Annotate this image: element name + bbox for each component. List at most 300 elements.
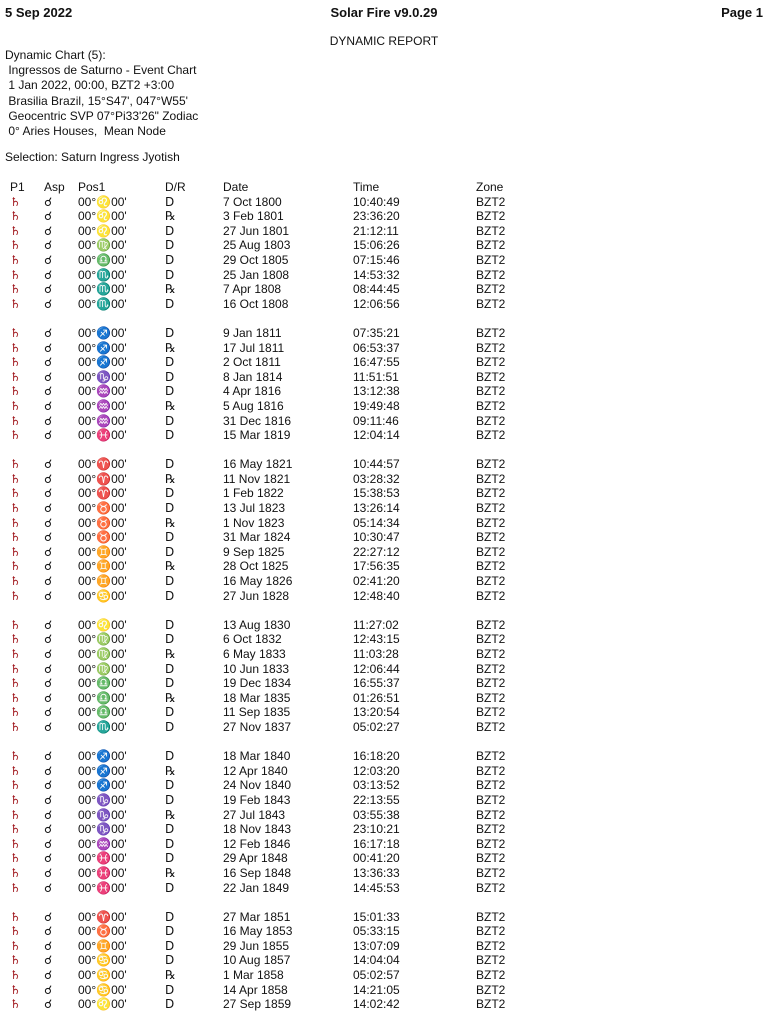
zone-cell: BZT2 [476, 647, 506, 661]
time-cell: 01:26:51 [353, 690, 400, 705]
saturn-icon: ♄ [10, 413, 21, 428]
zone-cell: BZT2 [476, 982, 506, 997]
saturn-icon: ♄ [10, 997, 21, 1012]
zone-cell: BZT2 [476, 559, 506, 574]
position-cell: 00°♐00' [78, 355, 127, 370]
zone-cell: BZT2 [476, 792, 506, 807]
conjunction-icon: ☌ [44, 325, 53, 340]
position-cell: 00°♌00' [78, 223, 127, 238]
date-cell: 16 May 1821 [223, 457, 293, 472]
direction-cell: D [165, 617, 175, 632]
conjunction-icon: ☌ [44, 632, 53, 647]
conjunction-icon: ☌ [44, 559, 53, 574]
direction-cell: D [165, 457, 175, 472]
conjunction-icon: ☌ [44, 223, 53, 238]
direction-cell: D [165, 413, 175, 428]
conjunction-icon: ☌ [44, 938, 53, 953]
conjunction-icon: ☌ [44, 340, 53, 355]
position-cell: 00°♉00' [78, 924, 127, 939]
conjunction-icon: ☌ [44, 997, 53, 1012]
conjunction-icon: ☌ [44, 880, 53, 895]
date-cell: 9 Sep 1825 [223, 544, 285, 559]
conjunction-icon: ☌ [44, 617, 53, 632]
position-cell: 00°♈00' [78, 457, 127, 472]
saturn-icon: ♄ [10, 836, 21, 851]
direction-cell: ℞ [165, 865, 176, 880]
conjunction-icon: ☌ [44, 428, 53, 443]
date-cell: 1 Nov 1823 [223, 515, 285, 530]
zone-cell: BZT2 [476, 486, 506, 501]
direction-cell: ℞ [165, 471, 176, 486]
position-cell: 00°♈00' [78, 909, 127, 924]
saturn-icon: ♄ [10, 501, 21, 516]
conjunction-icon: ☌ [44, 924, 53, 939]
time-cell: 15:06:26 [353, 238, 400, 253]
position-cell: 00°♓00' [78, 880, 127, 895]
zone-cell: BZT2 [476, 778, 506, 793]
position-cell: 00°♒00' [78, 398, 127, 413]
time-cell: 16:55:37 [353, 676, 400, 691]
position-cell: 00°♋00' [78, 588, 127, 603]
time-cell: 13:36:33 [353, 865, 400, 880]
saturn-icon: ♄ [10, 515, 21, 530]
conjunction-icon: ☌ [44, 968, 53, 983]
conjunction-icon: ☌ [44, 661, 53, 676]
direction-cell: D [165, 252, 175, 267]
date-cell: 25 Aug 1803 [223, 238, 291, 253]
conjunction-icon: ☌ [44, 296, 53, 311]
direction-cell: D [165, 369, 175, 384]
date-cell: 27 Jun 1801 [223, 223, 290, 238]
date-cell: 13 Aug 1830 [223, 617, 291, 632]
zone-cell: BZT2 [476, 938, 506, 953]
direction-cell: ℞ [165, 690, 176, 705]
direction-cell: D [165, 194, 175, 209]
conjunction-icon: ☌ [44, 647, 53, 661]
direction-cell: D [165, 544, 175, 559]
direction-cell: D [165, 822, 175, 837]
column-header: D/R [165, 180, 186, 194]
date-cell: 6 May 1833 [223, 647, 286, 661]
date-cell: 12 Feb 1846 [223, 836, 291, 851]
time-cell: 16:47:55 [353, 355, 400, 370]
position-cell: 00°♑00' [78, 792, 127, 807]
zone-cell: BZT2 [476, 997, 506, 1012]
direction-cell: ℞ [165, 807, 176, 822]
saturn-icon: ♄ [10, 530, 21, 545]
zone-cell: BZT2 [476, 968, 506, 983]
saturn-icon: ♄ [10, 792, 21, 807]
date-cell: 10 Jun 1833 [223, 661, 290, 676]
time-cell: 07:15:46 [353, 252, 400, 267]
zone-cell: BZT2 [476, 325, 506, 340]
date-cell: 7 Oct 1800 [223, 194, 282, 209]
time-cell: 05:02:27 [353, 719, 400, 734]
zone-cell: BZT2 [476, 194, 506, 209]
date-cell: 27 Nov 1837 [223, 719, 292, 734]
position-cell: 00°♎00' [78, 252, 127, 267]
position-cell: 00°♉00' [78, 530, 127, 545]
time-cell: 14:21:05 [353, 982, 400, 997]
zone-cell: BZT2 [476, 705, 506, 720]
saturn-icon: ♄ [10, 398, 21, 413]
position-cell: 00°♈00' [78, 486, 127, 501]
direction-cell: ℞ [165, 968, 176, 983]
saturn-icon: ♄ [10, 457, 21, 472]
zone-cell: BZT2 [476, 749, 506, 764]
time-cell: 05:14:34 [353, 515, 400, 530]
saturn-icon: ♄ [10, 238, 21, 253]
zone-cell: BZT2 [476, 209, 506, 224]
conjunction-icon: ☌ [44, 238, 53, 253]
direction-cell: D [165, 428, 175, 443]
direction-cell: D [165, 486, 175, 501]
time-cell: 12:06:44 [353, 661, 400, 676]
zone-cell: BZT2 [476, 296, 506, 311]
date-cell: 28 Oct 1825 [223, 559, 289, 574]
time-cell: 11:51:51 [353, 369, 399, 384]
position-cell: 00°♈00' [78, 471, 127, 486]
saturn-icon: ♄ [10, 617, 21, 632]
date-cell: 27 Sep 1859 [223, 997, 292, 1012]
saturn-icon: ♄ [10, 807, 21, 822]
time-cell: 11:27:02 [353, 617, 399, 632]
conjunction-icon: ☌ [44, 851, 53, 866]
date-cell: 2 Oct 1811 [223, 355, 281, 370]
saturn-icon: ♄ [10, 544, 21, 559]
saturn-icon: ♄ [10, 194, 21, 209]
position-cell: 00°♓00' [78, 865, 127, 880]
time-cell: 14:45:53 [353, 880, 400, 895]
position-cell: 00°♊00' [78, 544, 127, 559]
date-cell: 11 Sep 1835 [223, 705, 291, 720]
zone-cell: BZT2 [476, 252, 506, 267]
saturn-icon: ♄ [10, 676, 21, 691]
date-cell: 18 Nov 1843 [223, 822, 292, 837]
date-cell: 27 Jun 1828 [223, 588, 290, 603]
time-cell: 16:18:20 [353, 749, 400, 764]
zone-cell: BZT2 [476, 851, 506, 866]
conjunction-icon: ☌ [44, 252, 53, 267]
saturn-icon: ♄ [10, 369, 21, 384]
direction-cell: D [165, 501, 175, 516]
date-cell: 22 Jan 1849 [223, 880, 290, 895]
position-cell: 00°♐00' [78, 325, 127, 340]
date-cell: 9 Jan 1811 [223, 325, 282, 340]
conjunction-icon: ☌ [44, 865, 53, 880]
time-cell: 12:48:40 [353, 588, 400, 603]
zone-cell: BZT2 [476, 544, 506, 559]
saturn-icon: ♄ [10, 778, 21, 793]
direction-cell: ℞ [165, 282, 176, 297]
date-cell: 10 Aug 1857 [223, 953, 291, 968]
conjunction-icon: ☌ [44, 355, 53, 370]
direction-cell: ℞ [165, 398, 176, 413]
direction-cell: ℞ [165, 340, 176, 355]
saturn-icon: ♄ [10, 661, 21, 676]
date-cell: 6 Oct 1832 [223, 632, 282, 647]
time-cell: 03:13:52 [353, 778, 400, 793]
date-cell: 29 Jun 1855 [223, 938, 290, 953]
conjunction-icon: ☌ [44, 267, 53, 282]
time-cell: 03:28:32 [353, 471, 400, 486]
direction-cell: ℞ [165, 515, 176, 530]
position-cell: 00°♊00' [78, 574, 127, 589]
zone-cell: BZT2 [476, 471, 506, 486]
position-cell: 00°♍00' [78, 647, 127, 661]
direction-cell: ℞ [165, 559, 176, 574]
saturn-icon: ♄ [10, 471, 21, 486]
date-cell: 16 Sep 1848 [223, 865, 292, 880]
chart-info-line: Geocentric SVP 07°Pi33'26" Zodiac [5, 108, 199, 123]
direction-cell: D [165, 953, 175, 968]
zone-cell: BZT2 [476, 267, 506, 282]
zone-cell: BZT2 [476, 909, 506, 924]
conjunction-icon: ☌ [44, 384, 53, 399]
position-cell: 00°♋00' [78, 982, 127, 997]
direction-cell: D [165, 223, 175, 238]
time-cell: 22:13:55 [353, 792, 400, 807]
time-cell: 09:11:46 [353, 413, 399, 428]
column-header: Asp [44, 180, 65, 194]
time-cell: 05:33:15 [353, 924, 400, 939]
conjunction-icon: ☌ [44, 836, 53, 851]
date-cell: 24 Nov 1840 [223, 778, 292, 793]
selection-label: Selection: Saturn Ingress Jyotish [5, 150, 180, 164]
conjunction-icon: ☌ [44, 807, 53, 822]
app-title: Solar Fire v9.0.29 [330, 5, 438, 20]
saturn-icon: ♄ [10, 588, 21, 603]
saturn-icon: ♄ [10, 851, 21, 866]
zone-cell: BZT2 [476, 223, 506, 238]
chart-info-line: 0° Aries Houses, Mean Node [5, 124, 166, 139]
position-cell: 00°♑00' [78, 369, 127, 384]
saturn-icon: ♄ [10, 325, 21, 340]
time-cell: 22:27:12 [353, 544, 400, 559]
chart-info-line: Dynamic Chart (5): [5, 48, 106, 62]
conjunction-icon: ☌ [44, 690, 53, 705]
position-cell: 00°♑00' [78, 822, 127, 837]
direction-cell: D [165, 851, 175, 866]
time-cell: 15:38:53 [353, 486, 400, 501]
direction-cell: D [165, 238, 175, 253]
zone-cell: BZT2 [476, 398, 506, 413]
conjunction-icon: ☌ [44, 501, 53, 516]
time-cell: 00:41:20 [353, 851, 400, 866]
zone-cell: BZT2 [476, 690, 506, 705]
position-cell: 00°♏00' [78, 296, 127, 311]
direction-cell: D [165, 880, 175, 895]
position-cell: 00°♌00' [78, 997, 127, 1012]
conjunction-icon: ☌ [44, 457, 53, 472]
direction-cell: ℞ [165, 647, 176, 661]
saturn-icon: ♄ [10, 252, 21, 267]
date-cell: 8 Jan 1814 [223, 369, 283, 384]
direction-cell: D [165, 574, 175, 589]
zone-cell: BZT2 [476, 865, 506, 880]
time-cell: 16:17:18 [353, 836, 400, 851]
conjunction-icon: ☌ [44, 471, 53, 486]
time-cell: 08:44:45 [353, 282, 400, 297]
chart-info-line: Ingressos de Saturno - Event Chart [5, 63, 197, 78]
zone-cell: BZT2 [476, 282, 506, 297]
conjunction-icon: ☌ [44, 909, 53, 924]
time-cell: 10:44:57 [353, 457, 400, 472]
saturn-icon: ♄ [10, 982, 21, 997]
time-cell: 14:02:42 [353, 997, 400, 1012]
conjunction-icon: ☌ [44, 194, 53, 209]
saturn-icon: ♄ [10, 486, 21, 501]
date-cell: 18 Mar 1840 [223, 749, 291, 764]
time-cell: 13:12:38 [353, 384, 400, 399]
saturn-icon: ♄ [10, 924, 21, 939]
date-cell: 31 Mar 1824 [223, 530, 291, 545]
zone-cell: BZT2 [476, 428, 506, 443]
date-cell: 19 Feb 1843 [223, 792, 291, 807]
zone-cell: BZT2 [476, 617, 506, 632]
time-cell: 07:35:21 [353, 325, 400, 340]
zone-cell: BZT2 [476, 355, 506, 370]
saturn-icon: ♄ [10, 267, 21, 282]
date-cell: 27 Jul 1843 [223, 807, 286, 822]
direction-cell: D [165, 938, 175, 953]
saturn-icon: ♄ [10, 705, 21, 720]
column-header: Pos1 [78, 180, 106, 194]
position-cell: 00°♌00' [78, 209, 127, 224]
date-cell: 11 Nov 1821 [223, 471, 291, 486]
time-cell: 14:53:32 [353, 267, 400, 282]
time-cell: 19:49:48 [353, 398, 400, 413]
conjunction-icon: ☌ [44, 413, 53, 428]
saturn-icon: ♄ [10, 296, 21, 311]
saturn-icon: ♄ [10, 209, 21, 224]
date-cell: 16 Oct 1808 [223, 296, 289, 311]
position-cell: 00°♏00' [78, 719, 127, 734]
saturn-icon: ♄ [10, 690, 21, 705]
direction-cell: D [165, 588, 175, 603]
conjunction-icon: ☌ [44, 588, 53, 603]
zone-cell: BZT2 [476, 457, 506, 472]
saturn-icon: ♄ [10, 428, 21, 443]
direction-cell: D [165, 749, 175, 764]
date-cell: 1 Mar 1858 [223, 968, 284, 983]
zone-cell: BZT2 [476, 953, 506, 968]
position-cell: 00°♒00' [78, 836, 127, 851]
date-cell: 16 May 1853 [223, 924, 293, 939]
zone-cell: BZT2 [476, 238, 506, 253]
time-cell: 23:10:21 [353, 822, 400, 837]
saturn-icon: ♄ [10, 880, 21, 895]
position-cell: 00°♐00' [78, 763, 127, 778]
position-cell: 00°♎00' [78, 705, 127, 720]
conjunction-icon: ☌ [44, 822, 53, 837]
conjunction-icon: ☌ [44, 515, 53, 530]
position-cell: 00°♑00' [78, 807, 127, 822]
zone-cell: BZT2 [476, 924, 506, 939]
direction-cell: D [165, 909, 175, 924]
date-cell: 31 Dec 1816 [223, 413, 292, 428]
position-cell: 00°♎00' [78, 676, 127, 691]
zone-cell: BZT2 [476, 719, 506, 734]
position-cell: 00°♍00' [78, 632, 127, 647]
saturn-icon: ♄ [10, 968, 21, 983]
position-cell: 00°♌00' [78, 194, 127, 209]
direction-cell: D [165, 296, 175, 311]
direction-cell: D [165, 982, 175, 997]
conjunction-icon: ☌ [44, 369, 53, 384]
position-cell: 00°♏00' [78, 282, 127, 297]
saturn-icon: ♄ [10, 953, 21, 968]
date-cell: 18 Mar 1835 [223, 690, 291, 705]
column-header: Date [223, 180, 249, 194]
position-cell: 00°♒00' [78, 413, 127, 428]
time-cell: 03:55:38 [353, 807, 400, 822]
conjunction-icon: ☌ [44, 719, 53, 734]
direction-cell: D [165, 778, 175, 793]
zone-cell: BZT2 [476, 515, 506, 530]
time-cell: 21:12:11 [353, 223, 399, 238]
saturn-icon: ♄ [10, 763, 21, 778]
position-cell: 00°♊00' [78, 938, 127, 953]
saturn-icon: ♄ [10, 384, 21, 399]
conjunction-icon: ☌ [44, 544, 53, 559]
conjunction-icon: ☌ [44, 792, 53, 807]
saturn-icon: ♄ [10, 909, 21, 924]
conjunction-icon: ☌ [44, 398, 53, 413]
date-cell: 13 Jul 1823 [223, 501, 286, 516]
position-cell: 00°♍00' [78, 661, 127, 676]
direction-cell: D [165, 997, 175, 1012]
date-cell: 25 Jan 1808 [223, 267, 290, 282]
position-cell: 00°♊00' [78, 559, 127, 574]
zone-cell: BZT2 [476, 676, 506, 691]
time-cell: 23:36:20 [353, 209, 400, 224]
direction-cell: D [165, 530, 175, 545]
date-cell: 4 Apr 1816 [223, 384, 282, 399]
date-cell: 12 Apr 1840 [223, 763, 288, 778]
date-cell: 15 Mar 1819 [223, 428, 291, 443]
position-cell: 00°♓00' [78, 428, 127, 443]
direction-cell: D [165, 632, 175, 647]
direction-cell: D [165, 676, 175, 691]
zone-cell: BZT2 [476, 340, 506, 355]
chart-info-line: Brasilia Brazil, 15°S47', 047°W55' [5, 93, 188, 108]
direction-cell: D [165, 836, 175, 851]
date-cell: 5 Aug 1816 [223, 398, 284, 413]
position-cell: 00°♋00' [78, 953, 127, 968]
time-cell: 06:53:37 [353, 340, 400, 355]
direction-cell: D [165, 792, 175, 807]
zone-cell: BZT2 [476, 501, 506, 516]
time-cell: 13:26:14 [353, 501, 400, 516]
zone-cell: BZT2 [476, 369, 506, 384]
zone-cell: BZT2 [476, 574, 506, 589]
conjunction-icon: ☌ [44, 982, 53, 997]
zone-cell: BZT2 [476, 807, 506, 822]
direction-cell: ℞ [165, 209, 176, 224]
date-cell: 1 Feb 1822 [223, 486, 284, 501]
zone-cell: BZT2 [476, 822, 506, 837]
saturn-icon: ♄ [10, 340, 21, 355]
time-cell: 10:30:47 [353, 530, 400, 545]
time-cell: 17:56:35 [353, 559, 400, 574]
time-cell: 12:43:15 [353, 632, 400, 647]
direction-cell: D [165, 355, 175, 370]
date-cell: 19 Dec 1834 [223, 676, 292, 691]
time-cell: 12:04:14 [353, 428, 400, 443]
saturn-icon: ♄ [10, 223, 21, 238]
position-cell: 00°♍00' [78, 238, 127, 253]
